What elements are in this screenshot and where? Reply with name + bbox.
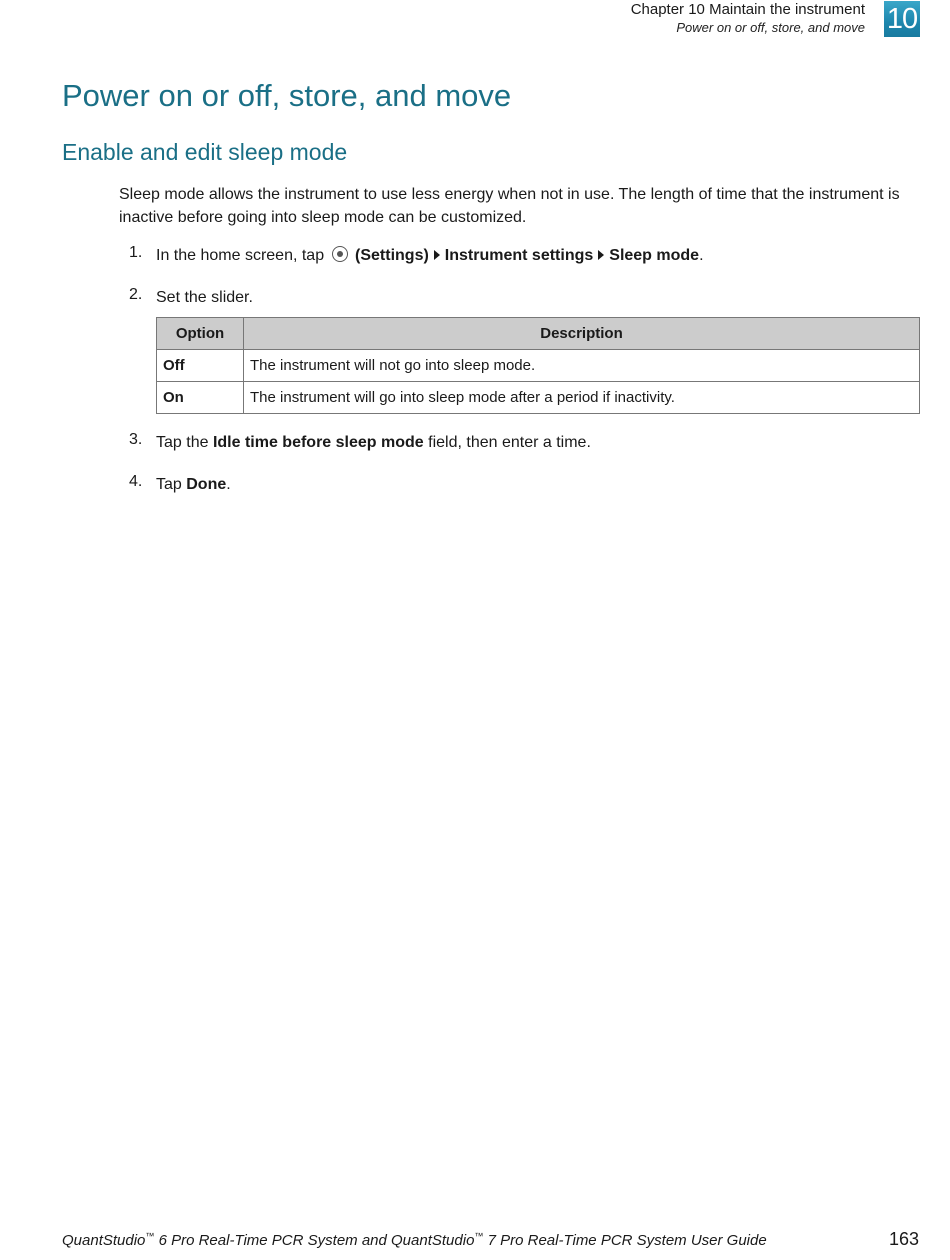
option-cell: On xyxy=(157,382,244,414)
intro-paragraph: Sleep mode allows the instrument to use less energy when not in use. The length of time that the instrument is inactive before going into sleep mode can be customized. xyxy=(119,186,900,226)
done-label: Done xyxy=(186,476,227,493)
sleep-mode-label: Sleep mode xyxy=(609,247,700,264)
gear-icon xyxy=(332,246,348,262)
instrument-settings-label: Instrument settings xyxy=(444,247,594,264)
chapter-badge: 10 xyxy=(884,1,920,37)
footer-title: QuantStudio™ 6 Pro Real-Time PCR System and QuantStudio™ 7 Pro Real-Time PCR System User Guide xyxy=(62,1231,767,1249)
chapter-label: Chapter 10 xyxy=(630,1,705,18)
page-header xyxy=(0,0,950,40)
table-header-row xyxy=(157,318,920,350)
step-number: 3. xyxy=(129,431,143,448)
option-cell: Off xyxy=(157,350,244,382)
column-header: Description xyxy=(244,318,920,350)
description-cell: The instrument will go into sleep mode after a period if inactivity. xyxy=(244,382,920,414)
triangle-right-icon xyxy=(598,250,604,260)
chapter-title: Maintain the instrument xyxy=(709,1,865,18)
table-row xyxy=(157,382,920,414)
column-header: Option xyxy=(157,318,244,350)
page-title: Power on or off, store, and move xyxy=(62,78,512,113)
page-number: 163 xyxy=(888,1229,919,1249)
settings-label: (Settings) xyxy=(355,247,429,264)
step-number: 1. xyxy=(129,244,143,261)
idle-time-field-label: Idle time before sleep mode xyxy=(212,434,424,451)
step-number: 4. xyxy=(129,473,143,490)
description-cell: The instrument will not go into sleep mode. xyxy=(244,350,920,382)
running-head xyxy=(631,1,865,37)
step-text: Set the slider. xyxy=(156,289,253,306)
running-section: Power on or off, store, and move xyxy=(676,20,865,35)
section-heading: Enable and edit sleep mode xyxy=(62,139,348,165)
triangle-right-icon xyxy=(434,250,440,260)
options-table xyxy=(156,317,920,414)
step-number: 2. xyxy=(129,286,143,303)
table-row xyxy=(157,350,920,382)
step-text: In the home screen, tap xyxy=(156,247,325,264)
